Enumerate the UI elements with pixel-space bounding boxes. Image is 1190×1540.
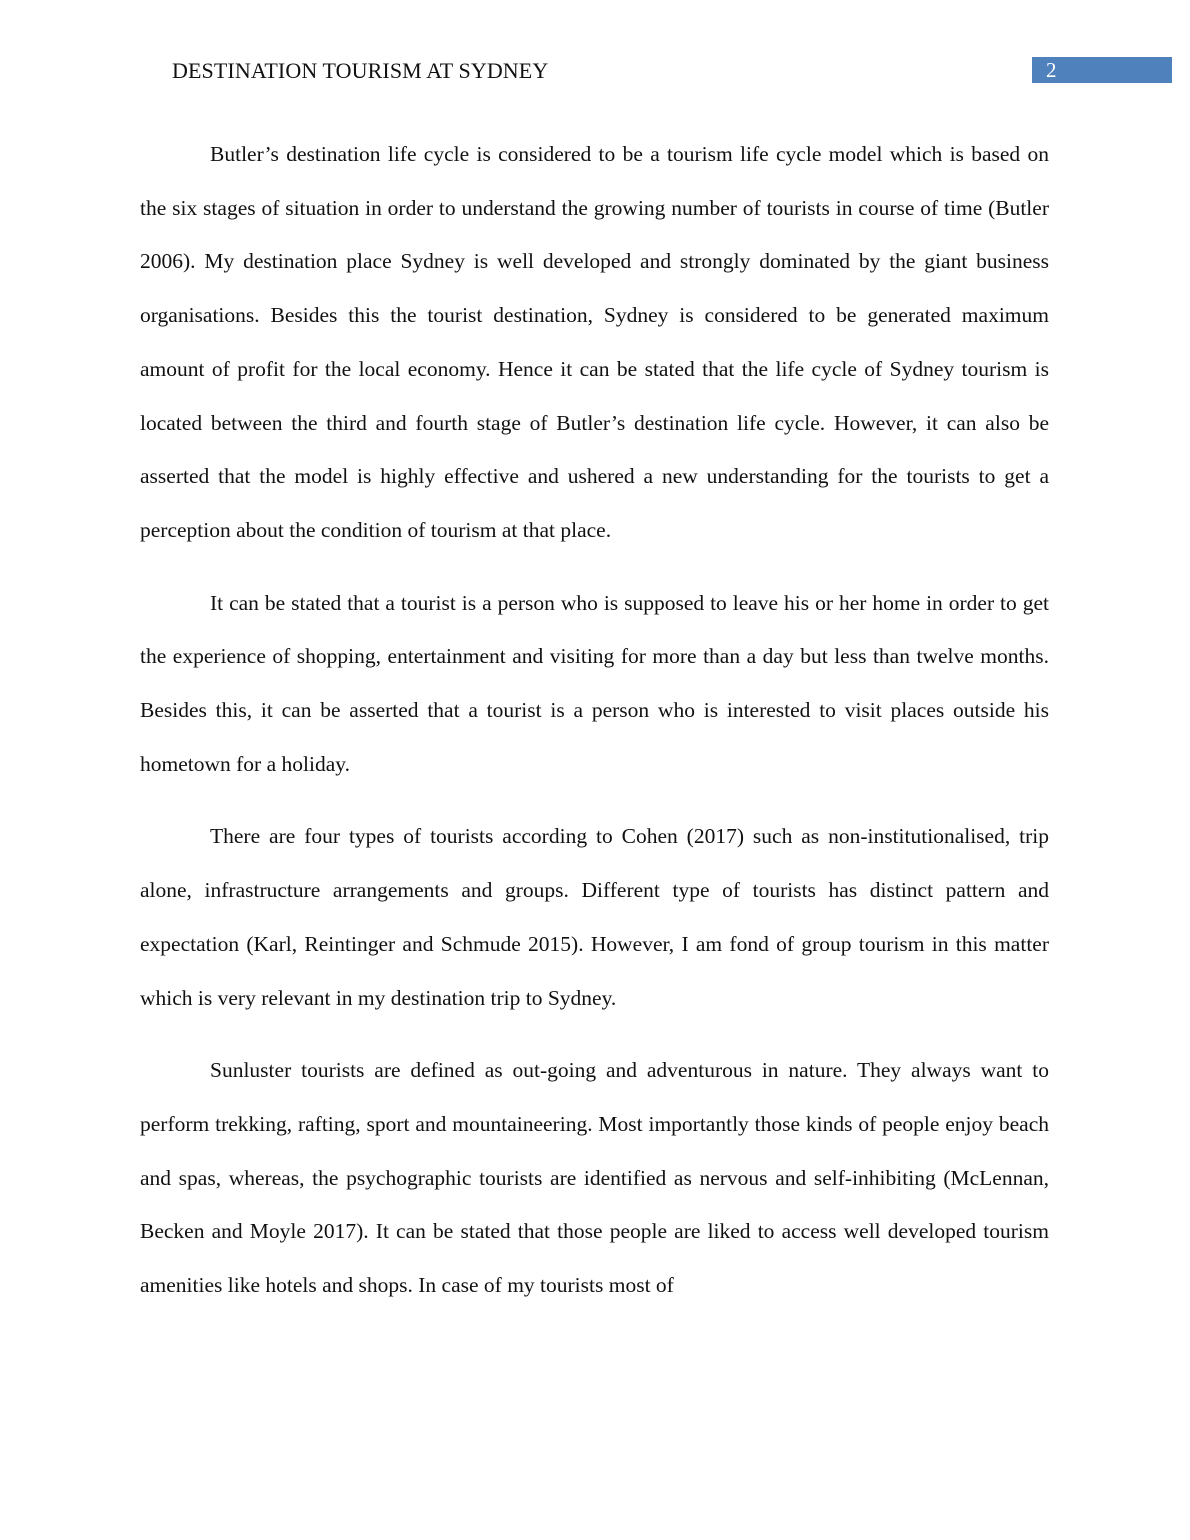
document-body xyxy=(140,128,1049,1332)
paragraph-sunluster-tourists: Sunluster tourists are defined as out-going and adventurous in nature. They always want to perform trekking, rafting, sport and mountaineering. Most importantly those kinds of people enjoy beach and spas, whereas, the psychographic tourists are identified as nervous and self-inhibiting (McLennan, Becken and Moyle 2017). It can be stated that those people are liked to access well developed tourism amenities like hotels and shops. In case of my tourists most of xyxy=(140,1058,1049,1298)
running-header-title: DESTINATION TOURISM AT SYDNEY xyxy=(172,58,549,83)
paragraph-tourist-definition: It can be stated that a tourist is a person who is supposed to leave his or her home in order to get the experience of shopping, entertainment and visiting for more than a day but less than twelve months. Besides this, it can be asserted that a tourist is a person who is interested to visit places outside his hometown for a holiday. xyxy=(140,590,1049,776)
paragraph-tourist-types: There are four types of tourists according to Cohen (2017) such as non-institutionalised, trip alone, infrastructure arrangements and groups. Different type of tourists has distinct pattern and expectation (Karl, Reintinger and Schmude 2015). However, I am fond of group tourism in this matter which is very relevant in my destination trip to Sydney. xyxy=(140,824,1049,1010)
page-number-badge xyxy=(1032,57,1172,83)
page-number: 2 xyxy=(1046,58,1057,82)
paragraph-butler-life-cycle: Butler’s destination life cycle is considered to be a tourism life cycle model which is based on the six stages of situation in order to understand the growing number of tourists in course of time (Butler 2006). My destination place Sydney is well developed and strongly dominated by the giant business organisations. Besides this the tourist destination, Sydney is considered to be generated maximum amount of profit for the local economy. Hence it can be stated that the life cycle of Sydney tourism is located between the third and fourth stage of Butler’s destination life cycle. However, it can also be asserted that the model is highly effective and ushered a new understanding for the tourists to get a perception about the condition of tourism at that place. xyxy=(140,142,1049,542)
